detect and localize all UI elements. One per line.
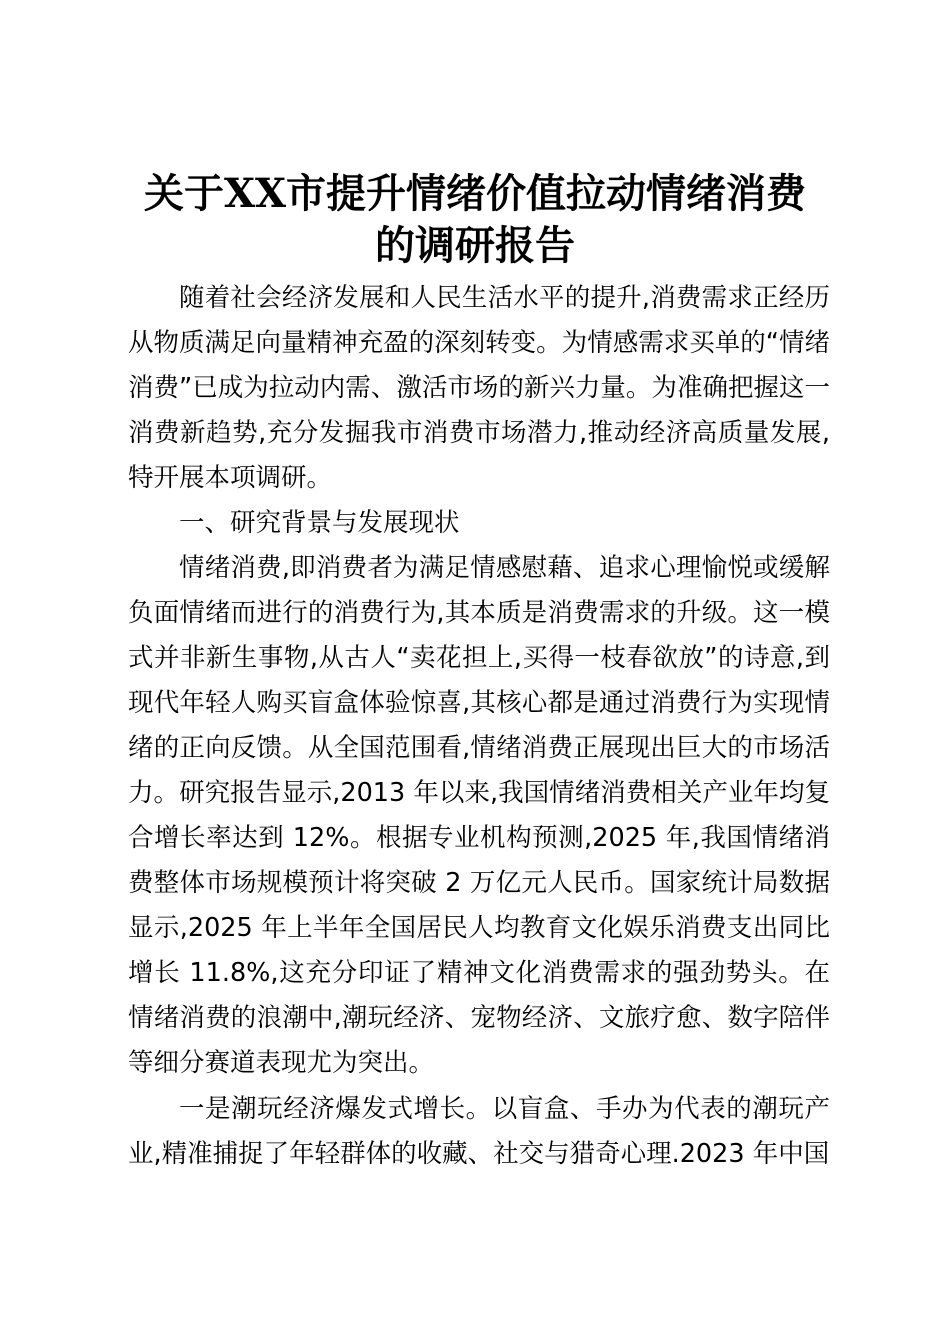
trend-toy-economy-paragraph: 一是潮玩经济爆发式增长。以盲盒、手办为代表的潮玩产业,精准捕捉了年轻群体的收藏、社交与猎奇心理.2023 年中国	[128, 1094, 830, 1169]
document-title	[100, 168, 850, 272]
section-heading-1: 一、研究背景与发展现状	[179, 508, 460, 538]
background-paragraph: 情绪消费,即消费者为满足情感慰藉、追求心理愉悦或缓解负面情绪而进行的消费行为,其本质是消费需求的升级。这一模式并非新生事物,从古人“卖花担上,买得一枝春欲放”的诗意,到现代年轻人购买盲盒体验惊喜,其核心都是通过消费行为实现情绪的正向反馈。从全国范围看,情绪消费正展现出巨大的市场活力。研究报告显示,2013 年以来,我国情绪消费相关产业年均复合增长率达到 12%。根据专业机构预测,2025 年,我国情绪消费整体市场规模预计将突破 2 万亿元人民币。国家统计局数据显示,2025 年上半年全国居民人均教育文化娱乐消费支出同比增长 11.8%,这充分印证了精神文化消费需求的强劲势头。在情绪消费的浪潮中,潮玩经济、宠物经济、文旅疗愈、数字陪伴等细分赛道表现尤为突出。	[128, 553, 830, 1078]
title-line-2: 的调研报告	[375, 222, 575, 269]
intro-paragraph: 随着社会经济发展和人民生活水平的提升,消费需求正经历从物质满足向量精神充盈的深刻转变。为情感需求买单的“情绪消费”已成为拉动内需、激活市场的新兴力量。为准确把握这一消费新趋势,充分发掘我市消费市场潜力,推动经济高质量发展,特开展本项调研。	[128, 283, 830, 493]
title-line-1: 关于XX市提升情绪价值拉动情绪消费	[143, 170, 807, 217]
document-body	[128, 276, 830, 1177]
